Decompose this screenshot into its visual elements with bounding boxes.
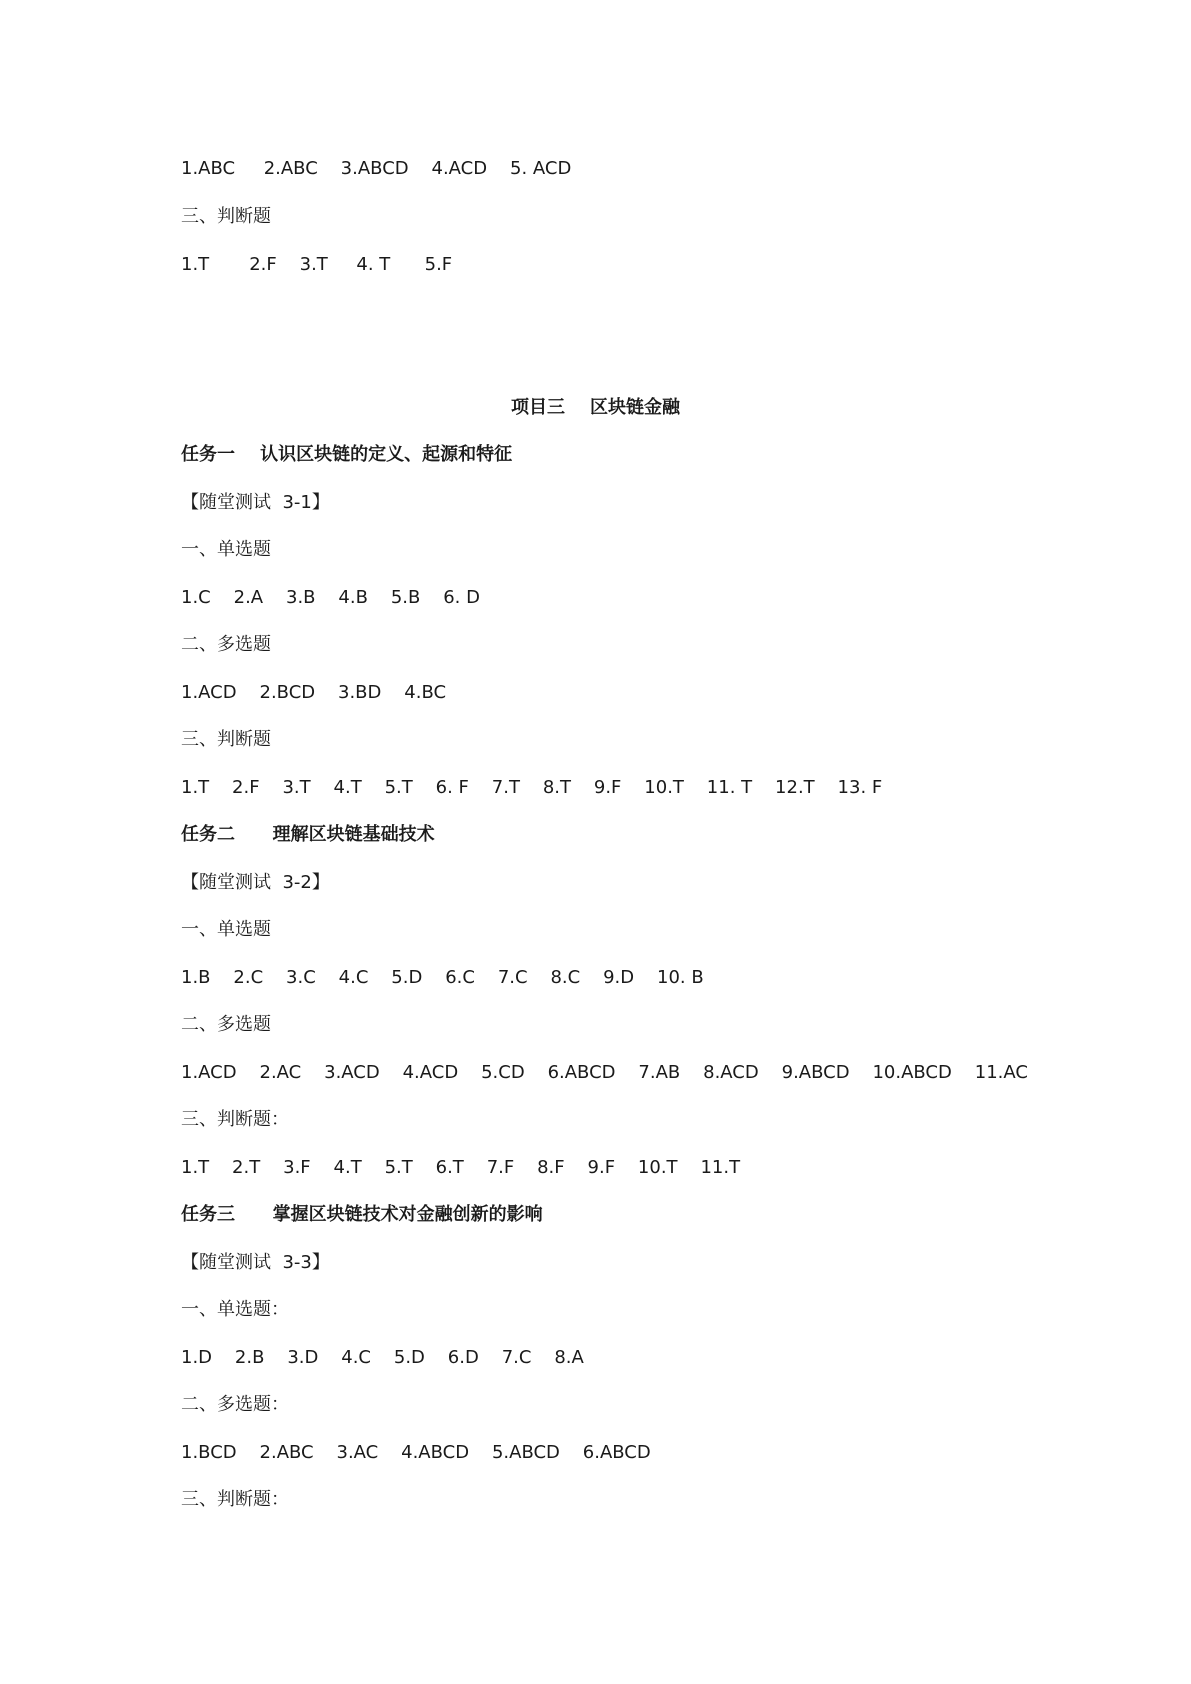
section-heading-true-false: 三、判断题 (181, 729, 271, 750)
section-heading-single-choice: 一、单选题 (181, 919, 271, 940)
section-heading-multi-choice: 二、多选题 (181, 634, 271, 655)
answer-line-single-choice: 1.D 2.B 3.D 4.C 5.D 6.D 7.C 8.A (181, 1347, 584, 1368)
task-heading-1: 任务一 认识区块链的定义、起源和特征 (181, 444, 513, 465)
answer-line-multi-choice: 1.ACD 2.AC 3.ACD 4.ACD 5.CD 6.ABCD 7.AB 8.ACD 9.ABCD 10.ABCD 11.AC (181, 1062, 1028, 1083)
section-heading-multi-choice: 二、多选题 (181, 1014, 271, 1035)
answer-line-single-choice: 1.B 2.C 3.C 4.C 5.D 6.C 7.C 8.C 9.D 10. B (181, 967, 704, 988)
project-title: 项目三 区块链金融 (510, 397, 681, 418)
quiz-label-3-2: 【随堂测试 3-2】 (181, 872, 330, 893)
answer-line-multi-choice: 1.ABC 2.ABC 3.ABCD 4.ACD 5. ACD (181, 158, 572, 179)
answer-line-multi-choice: 1.BCD 2.ABC 3.AC 4.ABCD 5.ABCD 6.ABCD (181, 1442, 651, 1463)
section-heading-single-choice: 一、单选题 (181, 539, 271, 560)
quiz-label-3-3: 【随堂测试 3-3】 (181, 1252, 330, 1273)
section-heading-single-choice: 一、单选题： (181, 1299, 289, 1320)
answer-line-true-false: 1.T 2.F 3.T 4. T 5.F (181, 254, 453, 275)
quiz-label-3-1: 【随堂测试 3-1】 (181, 492, 330, 513)
answer-line-true-false: 1.T 2.F 3.T 4.T 5.T 6. F 7.T 8.T 9.F 10.T 11. T 12.T 13. F (181, 777, 883, 798)
task-heading-2: 任务二 理解区块链基础技术 (181, 824, 435, 845)
section-heading-multi-choice: 二、多选题： (181, 1394, 289, 1415)
section-heading-true-false: 三、判断题 (181, 206, 271, 227)
task-heading-3: 任务三 掌握区块链技术对金融创新的影响 (181, 1204, 543, 1225)
section-heading-true-false: 三、判断题： (181, 1489, 289, 1510)
answer-line-true-false: 1.T 2.T 3.F 4.T 5.T 6.T 7.F 8.F 9.F 10.T 11.T (181, 1157, 741, 1178)
answer-line-multi-choice: 1.ACD 2.BCD 3.BD 4.BC (181, 682, 447, 703)
section-heading-true-false: 三、判断题： (181, 1109, 289, 1130)
answer-line-single-choice: 1.C 2.A 3.B 4.B 5.B 6. D (181, 587, 480, 608)
